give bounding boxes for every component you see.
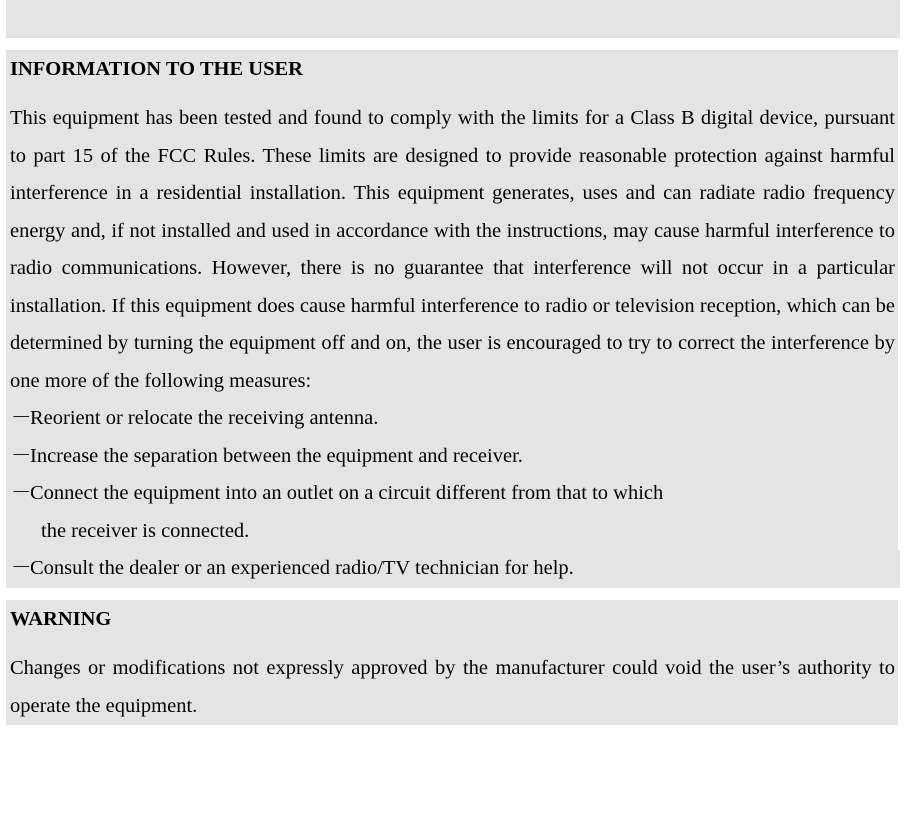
warning-heading: WARNING [10, 608, 112, 630]
dash-bullet: － [11, 407, 32, 429]
dash-bullet: － [11, 557, 32, 579]
measure-text: Reorient or relocate the receiving antenna. [30, 407, 379, 429]
measure-text: Increase the separation between the equipment and receiver. [30, 444, 523, 467]
measure-item [6, 400, 896, 438]
measure-item [6, 475, 896, 550]
measure-item [6, 550, 896, 588]
measures-list [6, 400, 896, 588]
info-paragraph: This equipment has been tested and found to comply with the limits for a Class B digital device, pursuant to part 15 of the FCC Rules. These limits are designed to provide reasonable protection against harmful interference in a residential installation. This equipment generates, uses and can radiate radio frequency energy and, if not installed and used in accordance with the instructions, may cause harmful interference to radio communications. However, there is no guarantee that interference will not occur in a particular installation. If this equipment does cause harmful interference to radio or television reception, which can be determined by turning the equipment off and on, the user is encouraged to try to correct the interference by one more of the following measures: [10, 107, 895, 392]
dash-bullet: － [11, 444, 32, 467]
measure-text-continuation: the receiver is connected. [41, 519, 250, 542]
measure-item [6, 438, 896, 476]
dash-bullet: － [11, 482, 32, 504]
warning-paragraph: Changes or modifications not expressly approved by the manufacturer could void the user’s authority to operate the equipment. [10, 657, 895, 717]
top-gray-band [6, 0, 900, 38]
measure-text: Connect the equipment into an outlet on a circuit different from that to which [30, 482, 664, 504]
info-to-user-section [6, 50, 898, 588]
measure-text: Consult the dealer or an experienced radio/TV technician for help. [30, 557, 574, 579]
info-heading: INFORMATION TO THE USER [10, 58, 303, 80]
warning-section [6, 600, 898, 725]
